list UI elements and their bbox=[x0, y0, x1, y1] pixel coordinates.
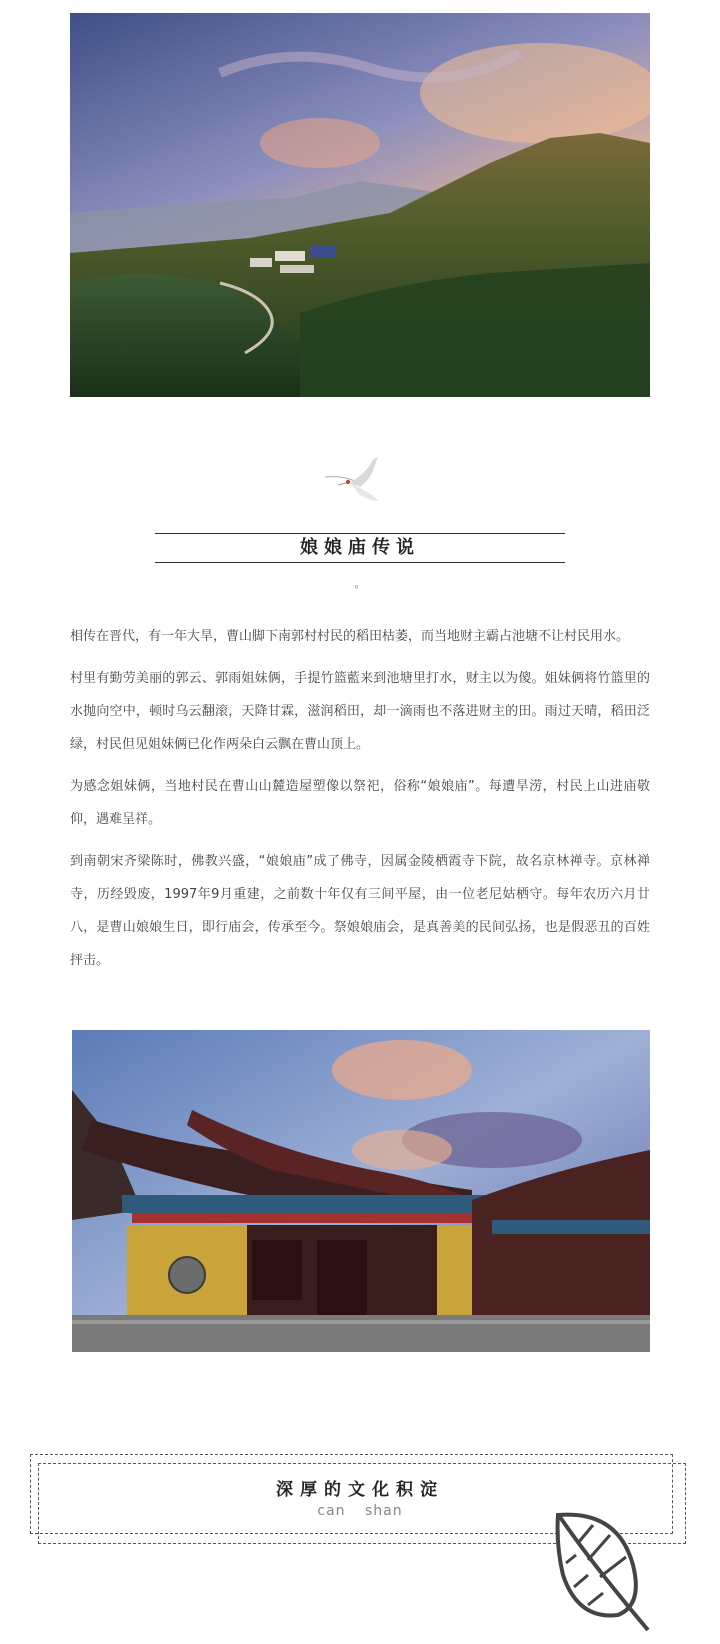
caption-subtitle: can shan bbox=[317, 1503, 403, 1519]
crane-illustration bbox=[320, 455, 400, 515]
paragraph: 村里有勤劳美丽的郭云、郭雨姐妹俩，手提竹篮藍来到池塘里打水，财主以为傻。姐妹俩将竹篮里的水抛向空中，顿时乌云翻滚，天降甘霖，滋润稻田，却一滴雨也不落进财主的田。雨过天晴，稻田泛绿，村民但见姐妹俩已化作两朵白云飘在曹山顶上。 bbox=[70, 671, 650, 752]
title-dot: 。 bbox=[354, 577, 366, 590]
section-title: 娘娘庙传说 bbox=[300, 537, 420, 558]
article-body bbox=[70, 620, 650, 986]
paragraph: 到南朝宋齐梁陈时，佛教兴盛，“娘娘庙”成了佛寺，因属金陵栖霞寺下院，故名京林禅寺。京林禅寺，历经毁废，1997年9月重建，之前数十年仅有三间平屋，由一位老尼姑栖守。每年农历六月廿八，是曹山娘娘生日，即行庙会，传承至今。祭娘娘庙会，是真善美的民间弘扬，也是假恶丑的百姓抨击。 bbox=[70, 854, 650, 968]
section-title-frame bbox=[155, 533, 565, 563]
temple-photo bbox=[72, 1030, 650, 1352]
caption-title: 深厚的文化积淀 bbox=[276, 1480, 444, 1500]
mountain-aerial-photo bbox=[70, 13, 650, 397]
paragraph: 为感念姐妹俩，当地村民在曹山山麓造屋塑像以祭祀，俗称“娘娘庙”。每遭旱涝，村民上山进庙敬仰，遇难呈祥。 bbox=[70, 779, 650, 827]
paragraph: 相传在晋代，有一年大旱，曹山脚下南郭村村民的稻田枯萎，而当地财主霸占池塘不让村民用水。 bbox=[70, 629, 630, 644]
leaf-icon bbox=[548, 1505, 668, 1635]
